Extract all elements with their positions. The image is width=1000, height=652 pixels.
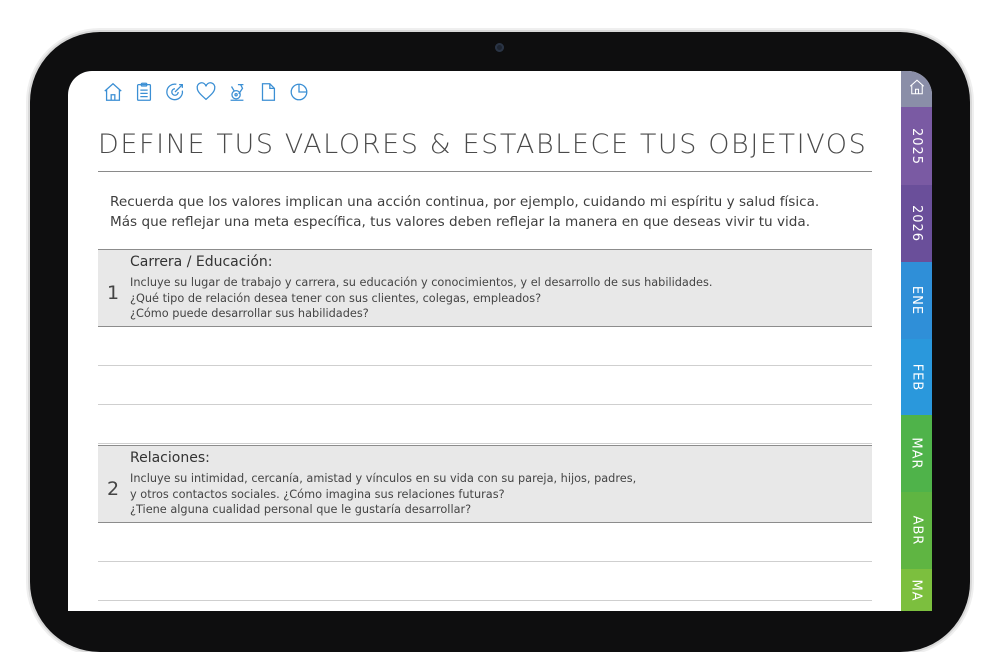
goal-target-icon[interactable] — [163, 80, 187, 104]
writing-line[interactable] — [98, 562, 872, 601]
section-description — [130, 471, 636, 518]
tab-label: FEB — [909, 363, 924, 391]
section-description — [130, 275, 712, 322]
tab-label: ABR — [908, 515, 924, 546]
writing-line[interactable] — [98, 366, 872, 405]
tab-feb[interactable] — [901, 339, 932, 415]
tab-ene[interactable] — [901, 262, 932, 339]
planner-screen — [68, 71, 932, 611]
clipboard-icon[interactable] — [132, 80, 156, 104]
section-title: Carrera / Educación: — [130, 254, 273, 270]
description-line: Incluye su lugar de trabajo y carrera, su educación y conocimientos, y el desarrollo de sus habilidades. — [130, 276, 713, 289]
tab-label: MAR — [909, 437, 924, 470]
tab-label: 2025 — [909, 127, 924, 165]
home-icon[interactable] — [101, 80, 125, 104]
writing-line[interactable] — [98, 405, 872, 444]
home-icon — [908, 78, 926, 100]
page-title: DEFINE TUS VALORES & ESTABLECE TUS OBJETIVOS — [98, 129, 868, 160]
tab-home[interactable] — [901, 71, 932, 107]
section-header — [98, 249, 872, 327]
writing-line[interactable] — [98, 523, 872, 562]
description-line: Incluye su intimidad, cercanía, amistad y vínculos en su vida con su pareja, hijos, padres, — [130, 472, 637, 485]
exercise-bike-icon[interactable] — [225, 80, 249, 104]
title-divider — [98, 171, 872, 172]
section-number: 1 — [107, 282, 120, 304]
section-number: 2 — [107, 478, 120, 500]
document-icon[interactable] — [256, 80, 280, 104]
section-relationships — [98, 445, 872, 601]
intro-text — [110, 192, 870, 232]
tab-abr[interactable] — [901, 492, 932, 569]
pie-chart-icon[interactable] — [287, 80, 311, 104]
tab-label: ENE — [909, 285, 924, 316]
description-line: y otros contactos sociales. ¿Cómo imagina sus relaciones futuras? — [130, 487, 505, 501]
heart-icon[interactable] — [194, 80, 218, 104]
tab-label: 2026 — [909, 204, 924, 243]
tab-label: MA — [908, 578, 924, 602]
section-title: Relaciones: — [130, 450, 210, 466]
section-career — [98, 249, 872, 444]
tab-2025[interactable] — [901, 107, 932, 185]
side-tabs — [901, 71, 932, 611]
intro-line: Más que reflejar una meta específica, tus valores deben reflejar la manera en que deseas vivir tu vida. — [110, 214, 811, 230]
tab-may[interactable] — [901, 569, 932, 611]
toolbar — [101, 77, 311, 107]
tab-mar[interactable] — [901, 415, 932, 492]
camera-icon — [495, 43, 504, 52]
description-line: ¿Qué tipo de relación desea tener con sus clientes, colegas, empleados? — [130, 291, 542, 305]
tab-2026[interactable] — [901, 185, 932, 262]
description-line: ¿Tiene alguna cualidad personal que le gustaría desarrollar? — [130, 503, 472, 516]
section-header — [98, 445, 872, 523]
writing-line[interactable] — [98, 327, 872, 366]
description-line: ¿Cómo puede desarrollar sus habilidades? — [130, 307, 369, 320]
intro-line: Recuerda que los valores implican una acción continua, por ejemplo, cuidando mi espíritu y salud física. — [110, 194, 820, 210]
